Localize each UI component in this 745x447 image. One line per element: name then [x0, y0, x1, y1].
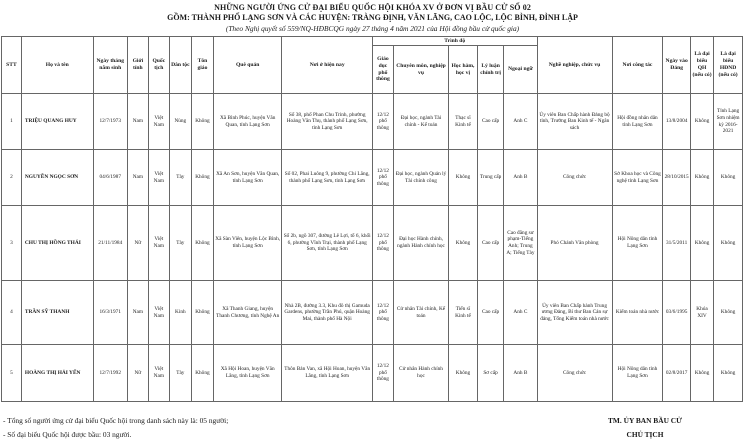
table-row [2, 281, 743, 345]
cell-stt: 1 [2, 94, 22, 150]
cell-na-delegate: Không [690, 94, 713, 150]
header-gender: Giới tính [127, 37, 148, 94]
table-row [2, 206, 743, 281]
cell-nationality: Việt Nam [148, 150, 169, 206]
header-hometown: Quê quán [213, 37, 281, 94]
cell-party-date: 28/10/2015 [663, 150, 691, 206]
cell-na-delegate: Không [690, 345, 713, 402]
table-body [2, 94, 743, 402]
candidate-table [1, 36, 743, 402]
header-position: Nghề nghiệp, chức vụ [537, 37, 612, 94]
cell-hometown: Xã An Sơn, huyện Văn Quan, tỉnh Lạng Sơn [213, 150, 281, 206]
cell-degree: Tiến sĩ Kinh tế [449, 281, 478, 345]
cell-specialty: Đại học Hành chính, ngành Hành chính học [393, 206, 448, 281]
cell-dob: 04/6/1987 [93, 150, 127, 206]
cell-specialty: Đại học, ngành Quản lý Tài chính công [393, 150, 448, 206]
cell-hometown: Xã Bình Phúc, huyện Văn Quan, tỉnh Lạng Sơn [213, 94, 281, 150]
cell-stt: 5 [2, 345, 22, 402]
header-politics: Lý luận chính trị [477, 46, 504, 94]
cell-na-delegate: Khóa XIV [690, 281, 713, 345]
cell-gender: Nam [127, 94, 148, 150]
cell-workplace: Hội Nông dân tỉnh Lạng Sơn [612, 206, 663, 281]
header-education-group: Trình độ [372, 37, 537, 46]
cell-position: Ủy viên Ban Chấp hành Trung ương Đảng, Bí thư Ban Cán sự đảng, Tổng Kiểm toán nhà nước [537, 281, 612, 345]
cell-degree: Không [449, 206, 478, 281]
signer-title: CHỦ TỊCH [626, 430, 664, 439]
footer-total-candidates: - Tổng số người ứng cử đại biểu Quốc hội trong danh sách này là: 05 người; [3, 416, 229, 425]
table-row [2, 150, 743, 206]
cell-na-delegate: Không [690, 206, 713, 281]
cell-politics: Cao cấp [477, 281, 504, 345]
cell-religion: Không [191, 94, 213, 150]
header-nationality: Quốc tịch [148, 37, 169, 94]
cell-name: HOÀNG THỊ HẢI YẾN [21, 345, 93, 402]
cell-dob: 16/3/1971 [93, 281, 127, 345]
table-row [2, 345, 743, 402]
cell-politics: Cao cấp [477, 94, 504, 150]
cell-religion: Không [191, 345, 213, 402]
cell-residence: Số 2b, ngõ 307, đường Lê Lợi, tổ 6, khối 6, phường Vĩnh Trại, thành phố Lạng Sơn, tỉnh Lạng Sơn [282, 206, 373, 281]
cell-workplace: Kiểm toán nhà nước [612, 281, 663, 345]
cell-religion: Không [191, 206, 213, 281]
cell-degree: Thạc sĩ Kinh tế [449, 94, 478, 150]
cell-council-delegate: Không [714, 150, 743, 206]
cell-language: Anh B [504, 345, 537, 402]
header-name: Họ và tên [21, 37, 93, 94]
cell-name: TRIỆU QUANG HUY [21, 94, 93, 150]
cell-politics: Cao cấp [477, 206, 504, 281]
cell-party-date: 03/6/1995 [663, 281, 691, 345]
header-dob: Ngày tháng năm sinh [93, 37, 127, 94]
cell-party-date: 31/5/2011 [663, 206, 691, 281]
header-na-delegate: Là đại biểu QH (nếu có) [690, 37, 713, 94]
header-party-date: Ngày vào Đảng [663, 37, 691, 94]
cell-ethnicity: Kinh [169, 281, 191, 345]
cell-position: Công chức [537, 150, 612, 206]
cell-degree: Không [449, 150, 478, 206]
cell-politics: Sơ cấp [477, 345, 504, 402]
cell-residence: Số 02, Phai Luông 9, phường Chi Lăng, thành phố Lạng Sơn, tỉnh Lạng Sơn [282, 150, 373, 206]
document-title: NHỮNG NGƯỜI ỨNG CỬ ĐẠI BIỂU QUỐC HỘI KHÓA XV Ở ĐƠN VỊ BẦU CỬ SỐ 02 [214, 3, 531, 12]
cell-position: Ủy viên Ban Chấp hành Đảng bộ tỉnh, Trưởng Ban Kinh tế - Ngân sách [537, 94, 612, 150]
header-residence: Nơi ở hiện nay [282, 37, 373, 94]
cell-ethnicity: Tày [169, 150, 191, 206]
table-header [2, 37, 743, 94]
cell-general-edu: 12/12 phổ thông [372, 206, 393, 281]
cell-na-delegate: Không [690, 150, 713, 206]
cell-ethnicity: Nùng [169, 94, 191, 150]
cell-specialty: Cử nhân Hành chính học [393, 345, 448, 402]
cell-residence: Nhà 2B, đường 3.3, Khu đô thị Gamuda Gardens, phường Trần Phú, quận Hoàng Mai, thành phố Hà Nội [282, 281, 373, 345]
cell-language: Anh B [504, 150, 537, 206]
cell-politics: Trung cấp [477, 150, 504, 206]
header-language: Ngoại ngữ [504, 46, 537, 94]
cell-stt: 4 [2, 281, 22, 345]
cell-workplace: Hội Nông dân tỉnh Lạng Sơn [612, 345, 663, 402]
cell-gender: Nam [127, 281, 148, 345]
cell-name: NGUYỄN NGỌC SƠN [21, 150, 93, 206]
cell-religion: Không [191, 150, 213, 206]
cell-dob: 12/7/1973 [93, 94, 127, 150]
signer-org: TM. ỦY BAN BẦU CỬ [608, 416, 682, 425]
document-subtitle: GỒM: THÀNH PHỐ LẠNG SƠN VÀ CÁC HUYỆN: TRÀNG ĐỊNH, VĂN LÃNG, CAO LỘC, LỘC BÌNH, ĐÌNH LẬP [167, 13, 578, 22]
cell-party-date: 02/8/2017 [663, 345, 691, 402]
cell-council-delegate: Không [714, 206, 743, 281]
cell-specialty: Cử nhân Tài chính, Kế toán [393, 281, 448, 345]
cell-name: TRẦN SỸ THANH [21, 281, 93, 345]
cell-dob: 12/7/1992 [93, 345, 127, 402]
cell-stt: 2 [2, 150, 22, 206]
table-row [2, 94, 743, 150]
footer-seats: - Số đại biểu Quốc hội được bầu: 03 người. [3, 430, 132, 439]
cell-position: Phó Chánh Văn phòng [537, 206, 612, 281]
cell-council-delegate: Không [714, 345, 743, 402]
cell-nationality: Việt Nam [148, 94, 169, 150]
cell-council-delegate: Không [714, 281, 743, 345]
cell-gender: Nữ [127, 206, 148, 281]
header-council-delegate: Là đại biểu HĐND (nếu có) [714, 37, 743, 94]
cell-language: Cao đẳng sư phạm-Tiếng Anh; Trung A; Tiếng Tày [504, 206, 537, 281]
cell-religion: Không [191, 281, 213, 345]
cell-position: Công chức [537, 345, 612, 402]
header-specialty: Chuyên môn, nghiệp vụ [393, 46, 448, 94]
cell-ethnicity: Tày [169, 345, 191, 402]
cell-nationality: Việt Nam [148, 345, 169, 402]
cell-nationality: Việt Nam [148, 206, 169, 281]
cell-dob: 21/11/1984 [93, 206, 127, 281]
cell-council-delegate: Tỉnh Lạng Sơn nhiệm kỳ 2016-2021 [714, 94, 743, 150]
cell-workplace: Sở Khoa học và Công nghệ tỉnh Lạng Sơn [612, 150, 663, 206]
cell-gender: Nam [127, 150, 148, 206]
cell-language: Anh C [504, 281, 537, 345]
cell-residence: Số 38, phố Phan Chu Trinh, phường Hoàng Văn Thụ, thành phố Lạng Sơn, tỉnh Lạng Sơn [282, 94, 373, 150]
header-general-edu: Giáo dục phổ thông [372, 46, 393, 94]
cell-language: Anh C [504, 94, 537, 150]
header-stt: STT [2, 37, 22, 94]
cell-residence: Thôn Bản Van, xã Hội Hoan, huyện Văn Lãng, tỉnh Lạng Sơn [282, 345, 373, 402]
header-religion: Tôn giáo [191, 37, 213, 94]
header-ethnicity: Dân tộc [169, 37, 191, 94]
cell-specialty: Đại học, ngành Tài chính - Kế toán [393, 94, 448, 150]
cell-hometown: Xã Sàn Viên, huyện Lộc Bình, tỉnh Lạng Sơn [213, 206, 281, 281]
header-workplace: Nơi công tác [612, 37, 663, 94]
cell-gender: Nữ [127, 345, 148, 402]
cell-stt: 3 [2, 206, 22, 281]
cell-nationality: Việt Nam [148, 281, 169, 345]
cell-hometown: Xã Thanh Giang, huyện Thanh Chương, tỉnh Nghệ An [213, 281, 281, 345]
cell-hometown: Xã Hội Hoan, huyện Văn Lãng, tỉnh Lạng Sơn [213, 345, 281, 402]
cell-workplace: Hội đồng nhân dân tỉnh Lạng Sơn [612, 94, 663, 150]
cell-party-date: 13/8/2004 [663, 94, 691, 150]
cell-name: CHU THỊ HỒNG THÁI [21, 206, 93, 281]
cell-ethnicity: Tày [169, 206, 191, 281]
document-note: (Theo Nghị quyết số 559/NQ-HĐBCQG ngày 27 tháng 4 năm 2021 của Hội đồng bầu cử quốc gia) [225, 24, 520, 33]
cell-general-edu: 12/12 phổ thông [372, 281, 393, 345]
cell-general-edu: 12/12 phổ thông [372, 345, 393, 402]
cell-general-edu: 12/12 phổ thông [372, 94, 393, 150]
cell-degree: Không [449, 345, 478, 402]
cell-general-edu: 12/12 phổ thông [372, 150, 393, 206]
header-degree: Học hàm, học vị [449, 46, 478, 94]
